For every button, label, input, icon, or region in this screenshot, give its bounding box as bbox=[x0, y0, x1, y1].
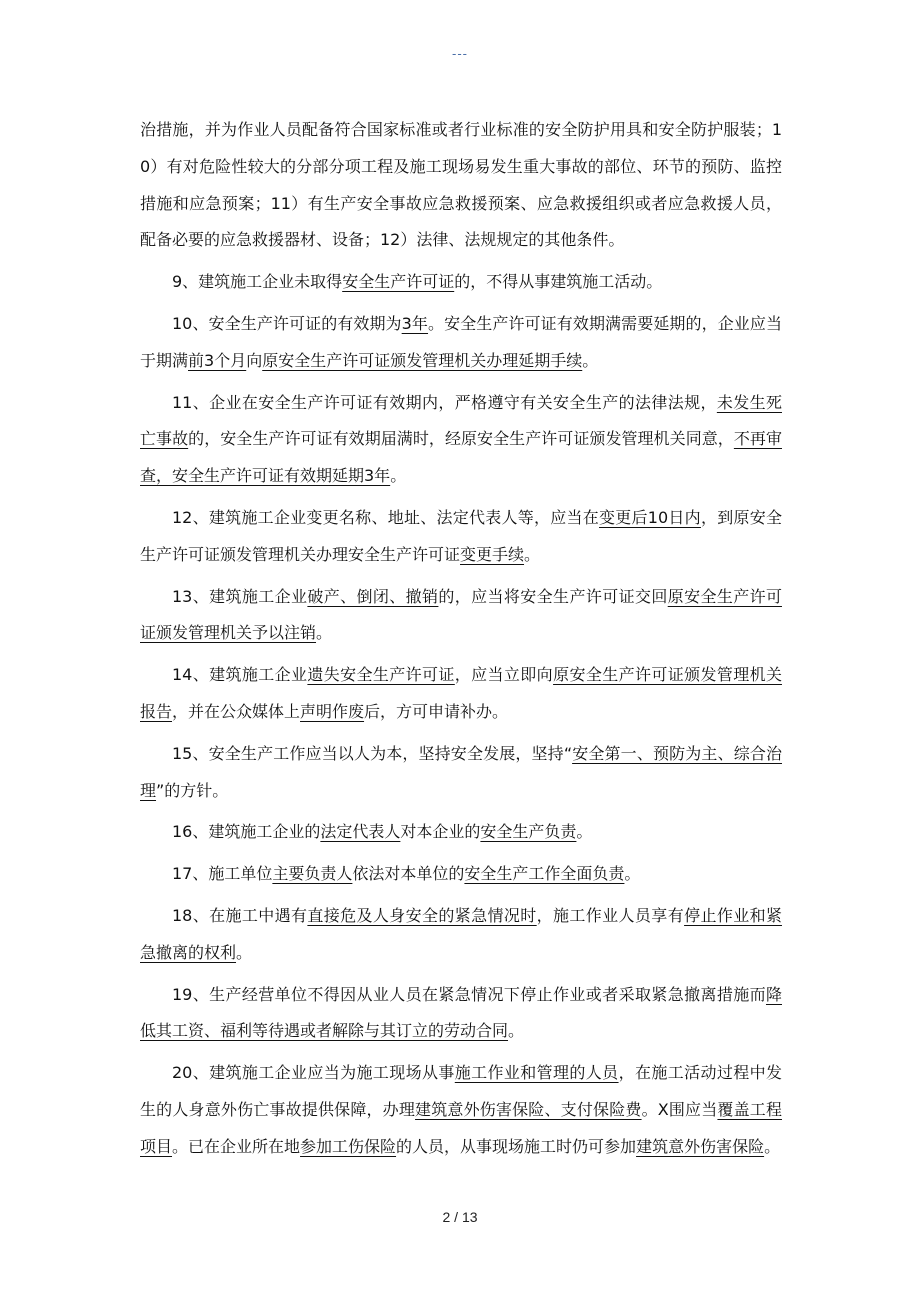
paragraph-text: 。安全生产许可证有效期满需要延期的，企业应当于期满 bbox=[140, 313, 782, 370]
page-total: 13 bbox=[461, 1209, 478, 1225]
paragraph-text: 15、安全生产工作应当以人为本，坚持安全发展，坚持“ bbox=[172, 743, 573, 763]
paragraph bbox=[140, 736, 782, 810]
paragraph-text: 。 bbox=[236, 942, 253, 962]
underlined-term: 施工作业和管理的人员 bbox=[454, 1063, 619, 1083]
underlined-term: 建筑意外伤害保险、支付保险费 bbox=[415, 1099, 642, 1119]
paragraph-text: 。 bbox=[508, 1021, 525, 1041]
underlined-term: 3年 bbox=[401, 313, 429, 333]
paragraph-text: 对本企业的 bbox=[400, 822, 481, 842]
underlined-term: 停止作业和紧急撤离的权利 bbox=[140, 905, 782, 962]
paragraph-text: 。 bbox=[316, 623, 333, 643]
paragraph bbox=[140, 657, 782, 731]
paragraph bbox=[140, 814, 782, 851]
paragraph bbox=[140, 856, 782, 893]
underlined-term: 安全生产负责 bbox=[480, 822, 577, 842]
underlined-term: 不再审查，安全生产许可证有效期延期3年 bbox=[140, 429, 782, 486]
paragraph-text: ，到原安全生产许可证颁发管理机关办理安全生产许可证 bbox=[140, 507, 782, 564]
paragraph-text: 。 bbox=[390, 466, 407, 486]
underlined-term: 安全生产许可证 bbox=[342, 272, 455, 292]
paragraph-text: 依法对本单位的 bbox=[352, 864, 465, 884]
paragraph-text: 16、建筑施工企业的 bbox=[172, 822, 321, 842]
paragraph-text: 14、建筑施工企业 bbox=[172, 665, 308, 685]
paragraph-text: 。 bbox=[524, 544, 541, 564]
paragraph-text: 的人员，从事现场施工时仍可参加 bbox=[396, 1136, 637, 1156]
paragraph bbox=[140, 579, 782, 653]
paragraph bbox=[140, 112, 782, 259]
underlined-term: 原安全生产许可证颁发管理机关报告 bbox=[140, 665, 782, 721]
paragraph bbox=[140, 500, 782, 574]
paragraph-text: 10、安全生产许可证的有效期为 bbox=[172, 313, 402, 333]
underlined-term: 直接危及人身安全的紧急情况时 bbox=[307, 905, 537, 925]
paragraph bbox=[140, 977, 782, 1051]
underlined-term: 变更手续 bbox=[460, 544, 525, 564]
page-number bbox=[0, 1209, 920, 1225]
paragraph bbox=[140, 898, 782, 972]
page-separator: / bbox=[454, 1209, 459, 1225]
paragraph bbox=[140, 1055, 782, 1165]
paragraph-text: 治措施，并为作业人员配备符合国家标准或者行业标准的安全防护用具和安全防护服装；10）有对危险性较大的分部分项工程及施工现场易发生重大事故的部位、环节的预防、监控措施和应急预案；11）有生产安全事故应急救援预案、应急救援组织或者应急救援人员，配备必要的应急救援器材、设备；12）法律、法规规定的其他条件。 bbox=[140, 120, 782, 250]
paragraph bbox=[140, 306, 782, 380]
paragraph-text: 13、建筑施工企业 bbox=[172, 586, 308, 606]
paragraph-text: 12、建筑施工企业变更名称、地址、法定代表人等，应当在 bbox=[172, 507, 600, 527]
underlined-term: 声明作废 bbox=[300, 701, 365, 721]
paragraph-text: 18、在施工中遇有 bbox=[172, 905, 308, 925]
paragraph-text: 。 bbox=[582, 350, 599, 370]
underlined-term: 安全生产工作全面负责 bbox=[464, 864, 625, 884]
page-current: 2 bbox=[442, 1209, 451, 1225]
underlined-term: 参加工伤保险 bbox=[300, 1136, 397, 1156]
paragraph-text: ，并在公众媒体上 bbox=[172, 701, 301, 721]
paragraph-text: ，应当立即向 bbox=[454, 665, 554, 685]
underlined-term: 变更后10日内 bbox=[599, 507, 701, 527]
paragraph-text: 后，方可申请补办。 bbox=[364, 701, 509, 721]
paragraph-text: 。 bbox=[764, 1136, 781, 1156]
paragraph-text: 11、企业在安全生产许可证有效期内，严格遵守有关安全生产的法律法规， bbox=[172, 392, 717, 412]
underlined-term: 降低其工资、福利等待遇或者解除与其订立的劳动合同 bbox=[140, 984, 782, 1041]
paragraph-text: ，施工作业人员享有 bbox=[536, 905, 685, 925]
paragraph-text: 19、生产经营单位不得因从业人员在紧急情况下停止作业或者采取紧急撤离措施而 bbox=[172, 984, 766, 1004]
underlined-term: 法定代表人 bbox=[320, 822, 401, 842]
paragraph-text: 的，不得从事建筑施工活动。 bbox=[454, 272, 663, 292]
underlined-term: 安全第一、预防为主、综合治理 bbox=[140, 743, 782, 800]
underlined-term: 未发生死亡事故 bbox=[140, 392, 782, 449]
paragraph bbox=[140, 264, 782, 301]
paragraph-text: 的，应当将安全生产许可证交回 bbox=[438, 586, 668, 606]
document-body bbox=[140, 112, 782, 1171]
underlined-term: 主要负责人 bbox=[272, 864, 353, 884]
paragraph bbox=[140, 385, 782, 495]
paragraph-text: 。 bbox=[624, 864, 641, 884]
underlined-term: 遗失安全生产许可证 bbox=[307, 665, 455, 685]
underlined-term: 原安全生产许可证颁发管理机关予以注销 bbox=[140, 586, 782, 643]
underlined-term: 建筑意外伤害保险 bbox=[636, 1136, 765, 1156]
paragraph-text: 的，安全生产许可证有效期届满时，经原安全生产许可证颁发管理机关同意， bbox=[188, 429, 734, 449]
header-mark: --- bbox=[452, 46, 468, 61]
paragraph-text: 向 bbox=[246, 350, 263, 370]
underlined-term: 覆盖工程项目 bbox=[140, 1099, 782, 1156]
underlined-term: 前3个月 bbox=[188, 350, 247, 370]
paragraph-text: 20、建筑施工企业应当为施工现场从事 bbox=[172, 1063, 455, 1083]
paragraph-text: 。 bbox=[576, 822, 593, 842]
paragraph-text: 9、建筑施工企业未取得 bbox=[172, 272, 343, 292]
paragraph-text: 17、施工单位 bbox=[172, 864, 273, 884]
paragraph-text: ，在施工活动过程中发生的人身意外伤亡事故提供保障，办理 bbox=[140, 1063, 782, 1119]
paragraph-text: ”的方针。 bbox=[156, 780, 229, 800]
underlined-term: 破产、倒闭、撤销 bbox=[307, 586, 439, 606]
paragraph-text: 。已在企业所在地 bbox=[172, 1136, 301, 1156]
underlined-term: 原安全生产许可证颁发管理机关办理延期手续 bbox=[262, 350, 583, 370]
paragraph-text: 。X围应当 bbox=[641, 1099, 718, 1119]
